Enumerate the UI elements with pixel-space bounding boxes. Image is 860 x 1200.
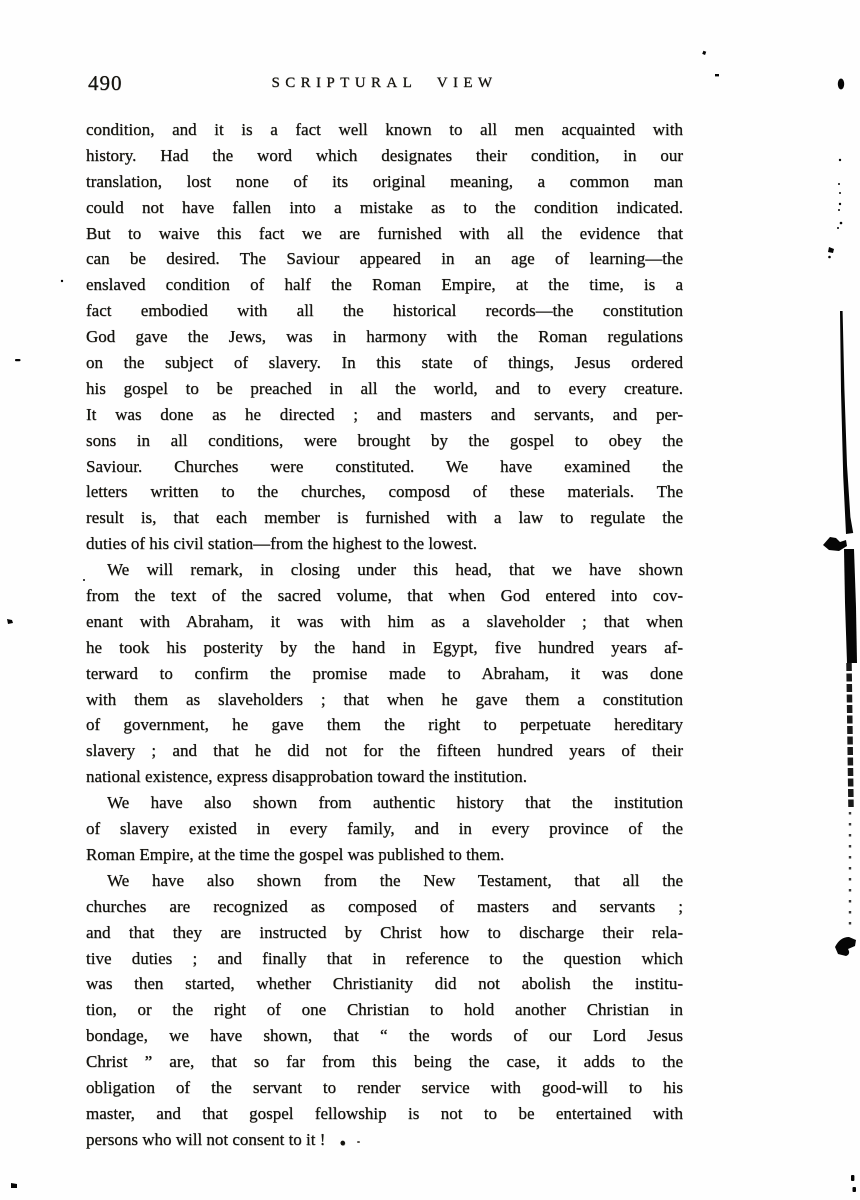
- scan-speck-icon: [851, 1175, 854, 1181]
- scan-speck-icon: [11, 1183, 17, 1188]
- text-line: was then started, whether Christianity did not abolish the institu-: [86, 974, 683, 994]
- scan-speck-icon: [715, 74, 719, 76]
- text-line: with them as slaveholders ; that when he gave them a constitution: [86, 689, 683, 709]
- scan-speck-icon: [7, 619, 13, 624]
- scan-speck-icon: [828, 247, 834, 253]
- scan-wedge-blob-icon: [835, 937, 856, 956]
- text-line: his gospel to be preached in all the world, and to every creature.: [86, 378, 683, 398]
- text-line: master, and that gospel fellowship is not to be entertained with: [86, 1103, 683, 1123]
- paragraph: [86, 790, 683, 868]
- text-line: Christ ” are, that so far from this being the case, it adds to the: [86, 1052, 683, 1072]
- text-line: could not have fallen into a mistake as to the condition indicated.: [86, 197, 683, 217]
- paragraph: [86, 868, 683, 1153]
- text-line: enslaved condition of half the Roman Empire, at the time, is a: [86, 275, 683, 295]
- scan-speck-icon: [838, 183, 840, 185]
- scan-speck-icon: [853, 1187, 857, 1192]
- scan-speck-icon: [702, 51, 706, 55]
- page-header: [86, 71, 683, 101]
- text-line: fact embodied with all the historical records—the constitution: [86, 301, 683, 321]
- text-line: God gave the Jews, was in harmony with the Roman regulations: [86, 327, 683, 347]
- text-line: from the text of the sacred volume, that when God entered into cov-: [86, 586, 683, 606]
- text-line: tive duties ; and finally that in reference to the question which: [86, 948, 683, 968]
- text-line: churches are recognized as composed of masters and servants ;: [86, 896, 683, 916]
- body-text: [86, 117, 683, 1153]
- scan-streak-upper-icon: [840, 311, 853, 534]
- text-line: condition, and it is a fact well known to all men acquainted with: [86, 120, 683, 139]
- text-line: terward to confirm the promise made to Abraham, it was done: [86, 663, 683, 683]
- scan-streak-solid-icon: [844, 549, 857, 663]
- text-line: persons who will not consent to it ! .: [86, 1127, 683, 1153]
- text-line: sons in all conditions, were brought by the gospel to obey the: [86, 430, 683, 450]
- scan-speck-icon: [61, 280, 63, 282]
- scan-speck-icon: [837, 227, 839, 229]
- page-number: 490: [88, 71, 123, 95]
- scan-streak-mottled-icon: [849, 663, 851, 807]
- ink-dot: .: [339, 1120, 347, 1151]
- paragraph: [86, 117, 683, 557]
- text-line: Saviour. Churches were constituted. We have examined the: [86, 456, 683, 476]
- text-line: he took his posterity by the hand in Egypt, five hundred years af-: [86, 637, 683, 657]
- scan-speck-icon: [15, 359, 21, 361]
- text-line: letters written to the churches, composd of these materials. The: [86, 482, 683, 502]
- scan-speck-icon: [838, 79, 844, 90]
- text-line: bondage, we have shown, that “ the words of our Lord Jesus: [86, 1026, 683, 1046]
- text-line: tion, or the right of one Christian to hold another Christian in: [86, 1000, 683, 1020]
- scan-speck-icon: [838, 209, 840, 211]
- running-title: SCRIPTURAL VIEW: [271, 75, 498, 91]
- text-line: result is, that each member is furnished with a law to regulate the: [86, 508, 683, 528]
- scan-speck-icon: [839, 203, 841, 205]
- scan-speck-icon: [839, 159, 841, 161]
- scan-speck-icon: [839, 192, 841, 194]
- text-line: It was done as he directed ; and masters and servants, and per-: [86, 404, 683, 424]
- paragraph: [86, 557, 683, 790]
- text-line: on the subject of slavery. In this state of things, Jesus ordered: [86, 353, 683, 373]
- text-line: history. Had the word which designates their condition, in our: [86, 145, 683, 165]
- text-line: and that they are instructed by Christ how to discharge their rela-: [86, 922, 683, 942]
- text-line: We will remark, in closing under this head, that we have shown: [107, 560, 683, 580]
- text-line: duties of his civil station—from the highest to the lowest.: [86, 534, 477, 554]
- text-line: enant with Abraham, it was with him as a slaveholder ; that when: [86, 611, 683, 631]
- text-line: obligation of the servant to render service with good-will to his: [86, 1077, 683, 1097]
- text-line: But to waive this fact we are furnished with all the evidence that: [86, 223, 683, 243]
- scan-speck-icon: [83, 579, 85, 581]
- text-line: slavery ; and that he did not for the fifteen hundred years of their: [86, 741, 683, 761]
- scan-speck-icon: [357, 1141, 360, 1143]
- text-line: We have also shown from the New Testament, that all the: [107, 870, 683, 890]
- scan-notch-blob-icon: [823, 537, 847, 551]
- text-line: Roman Empire, at the time the gospel was published to them.: [86, 844, 505, 864]
- text-line: national existence, express disapprobation toward the institution.: [86, 767, 527, 787]
- text-line: translation, lost none of its original meaning, a common man: [86, 171, 683, 191]
- scan-speck-icon: [828, 256, 831, 259]
- text-line: of government, he gave them the right to perpetuate hereditary: [86, 715, 683, 735]
- text-line: We have also shown from authentic history that the institution: [107, 793, 683, 813]
- scan-speck-icon: [840, 222, 843, 225]
- text-line: of slavery existed in every family, and in every province of the: [86, 819, 683, 839]
- text-line: can be desired. The Saviour appeared in an age of learning—the: [86, 249, 683, 269]
